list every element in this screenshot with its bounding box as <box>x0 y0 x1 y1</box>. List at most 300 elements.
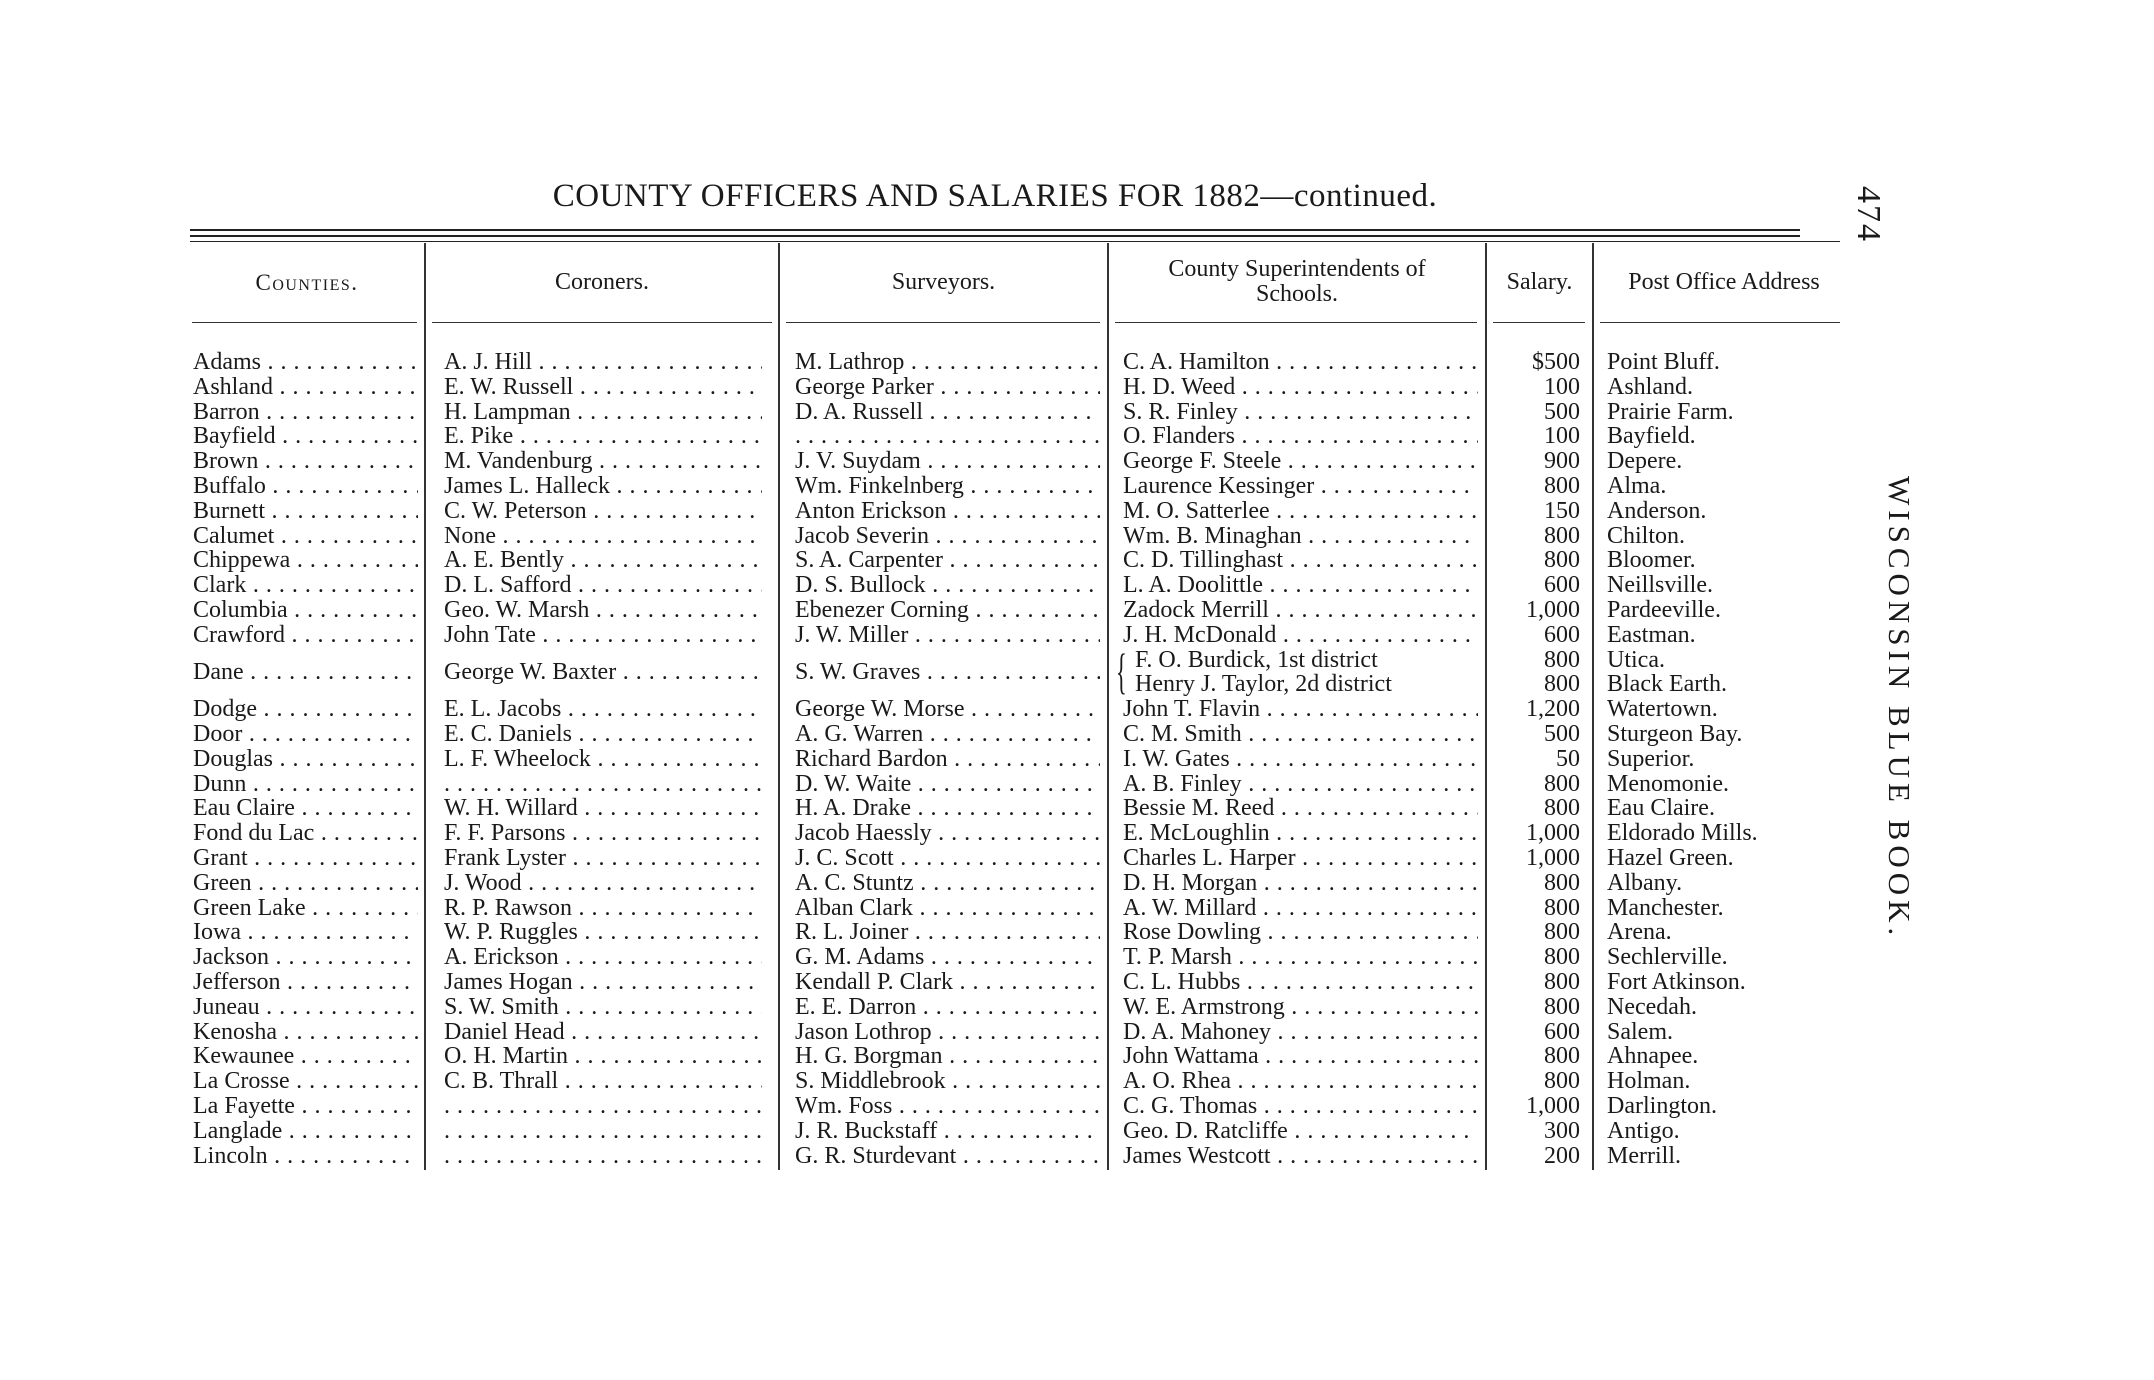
salary-cell-text: 800 <box>1544 994 1580 1020</box>
salary-cell <box>1490 1119 1580 1144</box>
superintendent-cell-text: Rose Dowling <box>1123 920 1261 946</box>
superintendent-cell-text: Wm. B. Minaghan <box>1123 523 1302 549</box>
surveyor-cell-text: J. W. Miller <box>795 622 909 648</box>
superintendent-cell <box>1123 623 1478 648</box>
surveyor-cell-text: George W. Morse <box>795 697 965 722</box>
post-office-cell-text: Menomonie. <box>1607 771 1729 797</box>
superintendent-cell-text: E. McLoughlin <box>1123 821 1270 846</box>
county-cell <box>193 920 418 945</box>
county-cell-text: Kewaunee <box>193 1044 295 1070</box>
superintendent-cell <box>1123 573 1478 598</box>
table-row <box>0 796 2154 821</box>
post-office-cell-text: Superior. <box>1607 746 1695 772</box>
salary-cell-text: 1,000 <box>1526 1094 1580 1119</box>
coroner-cell <box>444 722 762 747</box>
table-row <box>0 449 2154 474</box>
surveyor-cell <box>795 772 1100 797</box>
surveyor-cell <box>795 623 1100 648</box>
salary-cell <box>1490 920 1580 945</box>
coroner-cell <box>444 623 762 648</box>
superintendent-cell <box>1123 598 1478 623</box>
salary-cell <box>1490 1144 1580 1169</box>
salary-cell-text: 800 <box>1544 920 1580 946</box>
surveyor-cell-text: Wm. Finkelnberg <box>795 474 964 499</box>
surveyor-cell <box>795 1044 1100 1069</box>
salary-cell-text: 600 <box>1544 622 1580 648</box>
county-cell <box>193 846 418 871</box>
header-underline <box>1600 322 1840 323</box>
coroner-cell-text: A. E. Bently <box>444 548 564 574</box>
coroner-cell <box>444 747 762 772</box>
coroner-cell-text: F. F. Parsons <box>444 821 566 846</box>
salary-cell <box>1490 1044 1580 1069</box>
salary-cell-text: 300 <box>1544 1118 1580 1144</box>
county-cell <box>193 449 418 474</box>
superintendent-cell <box>1123 772 1478 797</box>
post-office-cell-text: Depere. <box>1607 449 1683 474</box>
county-cell-text: Green Lake <box>193 895 306 921</box>
surveyor-cell <box>795 499 1100 524</box>
superintendent-cell <box>1123 449 1478 474</box>
post-office-cell-text: Sechlerville. <box>1607 945 1728 970</box>
post-office-cell <box>1607 1044 1867 1069</box>
post-office-cell <box>1607 920 1867 945</box>
post-office-cell-text: Necedah. <box>1607 994 1697 1020</box>
table-row <box>0 970 2154 995</box>
coroner-cell <box>444 896 762 921</box>
coroner-cell-text: E. Pike <box>444 424 514 450</box>
surveyor-cell <box>795 747 1100 772</box>
county-cell-text: Columbia <box>193 598 288 623</box>
salary-cell-text: 50 <box>1556 746 1580 772</box>
superintendent-cell <box>1123 945 1478 970</box>
table-row <box>0 573 2154 598</box>
salary-cell <box>1490 846 1580 871</box>
header-salary: Salary. <box>1506 268 1573 295</box>
surveyor-cell <box>795 821 1100 846</box>
header-superintendents: County Superintendents of Schools. <box>1168 256 1426 307</box>
coroner-cell <box>444 920 762 945</box>
salary-cell <box>1490 648 1580 673</box>
salary-cell <box>1490 400 1580 425</box>
salary-cell <box>1490 672 1580 697</box>
surveyor-cell-text: Anton Erickson <box>795 498 947 524</box>
post-office-cell <box>1607 548 1867 573</box>
coroner-cell-text: E. C. Daniels <box>444 722 572 747</box>
superintendent-cell <box>1123 970 1478 995</box>
county-cell <box>193 1044 418 1069</box>
superintendent-cell-text: Henry J. Taylor, 2d district <box>1135 672 1392 698</box>
post-office-cell <box>1607 846 1867 871</box>
post-office-cell <box>1607 350 1867 375</box>
county-cell <box>193 871 418 896</box>
county-cell <box>193 747 418 772</box>
coroner-cell-text: E. W. Russell <box>444 374 574 400</box>
header-coroners: Coroners. <box>555 268 649 295</box>
salary-cell-text: 200 <box>1544 1143 1580 1169</box>
county-cell <box>193 821 418 846</box>
county-cell <box>193 424 418 449</box>
table-row <box>0 1020 2154 1045</box>
surveyor-cell <box>795 896 1100 921</box>
salary-cell-text: 800 <box>1544 970 1580 995</box>
header-counties: Counties. <box>255 269 359 295</box>
surveyor-cell-text: G. R. Sturdevant <box>795 1143 957 1169</box>
table-row <box>0 995 2154 1020</box>
county-cell-text: Burnett <box>193 498 265 524</box>
superintendent-cell <box>1123 846 1478 871</box>
coroner-cell-text: H. Lampman <box>444 399 571 425</box>
county-cell-text: Langlade <box>193 1118 283 1144</box>
surveyor-cell <box>795 920 1100 945</box>
coroner-cell-text: E. L. Jacobs <box>444 697 562 722</box>
coroner-cell-text: A. Erickson <box>444 945 559 970</box>
county-cell-text: Buffalo <box>193 474 266 499</box>
surveyor-cell-text: Ebenezer Corning <box>795 598 969 623</box>
post-office-cell <box>1607 1069 1867 1094</box>
salary-cell <box>1490 623 1580 648</box>
surveyor-cell <box>795 573 1100 598</box>
surveyor-cell-text: J. R. Buckstaff <box>795 1118 938 1144</box>
county-cell <box>193 772 418 797</box>
salary-cell-text: 800 <box>1544 1044 1580 1070</box>
salary-cell <box>1490 375 1580 400</box>
superintendent-cell-text: C. G. Thomas <box>1123 1094 1258 1119</box>
surveyor-cell-text: A. C. Stuntz <box>795 870 914 896</box>
county-cell-text: Dunn <box>193 771 247 797</box>
superintendent-cell-text: C. D. Tillinghast <box>1123 548 1284 574</box>
coroner-cell <box>444 796 762 821</box>
post-office-cell <box>1607 648 1867 673</box>
county-cell-text: La Crosse <box>193 1069 290 1094</box>
county-cell <box>193 1020 418 1045</box>
county-cell-text: Calumet <box>193 523 275 549</box>
post-office-cell-text: Neillsville. <box>1607 573 1713 598</box>
surveyor-cell <box>795 871 1100 896</box>
superintendent-cell <box>1123 350 1478 375</box>
superintendent-cell-text: S. R. Finley <box>1123 399 1238 425</box>
salary-cell-text: 1,000 <box>1526 846 1580 871</box>
superintendent-cell-text: I. W. Gates <box>1123 746 1230 772</box>
post-office-cell <box>1607 995 1867 1020</box>
superintendent-cell <box>1135 648 1480 673</box>
superintendent-cell-text: M. O. Satterlee <box>1123 498 1270 524</box>
coroner-cell <box>444 1094 762 1119</box>
post-office-cell-text: Antigo. <box>1607 1118 1680 1144</box>
table-row <box>0 697 2154 722</box>
superintendent-cell <box>1123 1044 1478 1069</box>
post-office-cell-text: Albany. <box>1607 870 1683 896</box>
coroner-cell <box>444 995 762 1020</box>
coroner-cell <box>444 697 762 722</box>
surveyor-cell <box>795 524 1100 549</box>
post-office-cell-text: Hazel Green. <box>1607 846 1734 871</box>
salary-cell-text: 800 <box>1544 548 1580 574</box>
table-row <box>0 722 2154 747</box>
surveyor-cell-text: S. A. Carpenter <box>795 548 943 574</box>
surveyor-cell <box>795 350 1100 375</box>
superintendent-cell-text: Bessie M. Reed <box>1123 796 1275 822</box>
header-underline <box>786 322 1100 323</box>
coroner-cell-text: A. J. Hill <box>444 350 533 375</box>
surveyor-cell-text: M. Lathrop <box>795 350 905 375</box>
coroner-cell-text: R. P. Rawson <box>444 895 573 921</box>
table-row <box>0 945 2154 970</box>
header-underline <box>1115 322 1477 323</box>
superintendent-cell <box>1123 1119 1478 1144</box>
coroner-cell-text: O. H. Martin <box>444 1044 568 1070</box>
salary-cell <box>1490 499 1580 524</box>
surveyor-cell <box>795 474 1100 499</box>
post-office-cell <box>1607 400 1867 425</box>
post-office-cell-text: Eldorado Mills. <box>1607 821 1758 846</box>
county-cell <box>193 623 418 648</box>
salary-cell-text: 600 <box>1544 1019 1580 1045</box>
coroner-cell-text: None <box>444 523 496 549</box>
superintendent-cell <box>1123 747 1478 772</box>
post-office-cell <box>1607 1020 1867 1045</box>
post-office-cell <box>1607 697 1867 722</box>
superintendent-cell-text: F. O. Burdick, 1st district <box>1135 647 1378 673</box>
post-office-cell <box>1607 449 1867 474</box>
county-cell <box>193 945 418 970</box>
county-cell-text: Dodge <box>193 697 257 722</box>
county-cell-text: Brown <box>193 449 259 474</box>
post-office-cell-text: Pardeeville. <box>1607 598 1721 623</box>
coroner-cell-text: D. L. Safford <box>444 573 572 598</box>
post-office-cell-text: Eau Claire. <box>1607 796 1715 822</box>
county-cell <box>193 1069 418 1094</box>
superintendent-cell-text: Zadock Merrill <box>1123 598 1269 623</box>
post-office-cell <box>1607 945 1867 970</box>
coroner-cell <box>444 474 762 499</box>
coroner-cell <box>444 598 762 623</box>
table-row <box>0 623 2154 648</box>
superintendent-cell <box>1123 796 1478 821</box>
surveyor-cell <box>795 1119 1100 1144</box>
county-cell <box>193 1094 418 1119</box>
surveyor-cell-text: S. Middlebrook <box>795 1069 946 1094</box>
salary-cell-text: 800 <box>1544 474 1580 499</box>
salary-cell-text: 800 <box>1544 1069 1580 1094</box>
superintendent-cell-text: John T. Flavin <box>1123 697 1261 722</box>
surveyor-cell <box>795 796 1100 821</box>
post-office-cell-text: Black Earth. <box>1607 672 1727 698</box>
superintendent-cell <box>1123 424 1478 449</box>
surveyor-cell <box>795 424 1100 449</box>
coroner-cell-text: Frank Lyster <box>444 846 566 871</box>
surveyor-cell-text: Jacob Severin <box>795 523 929 549</box>
salary-cell <box>1490 796 1580 821</box>
post-office-cell <box>1607 747 1867 772</box>
salary-cell-text: 800 <box>1544 771 1580 797</box>
superintendent-cell-text: T. P. Marsh <box>1123 945 1232 970</box>
surveyor-cell-text: R. L. Joiner <box>795 920 909 946</box>
post-office-cell <box>1607 722 1867 747</box>
post-office-cell-text: Darlington. <box>1607 1094 1717 1119</box>
running-title: WISCONSIN BLUE BOOK. <box>1882 476 1917 941</box>
surveyor-cell <box>795 995 1100 1020</box>
coroner-cell <box>444 1069 762 1094</box>
county-cell-text: Barron <box>193 399 260 425</box>
county-cell-text: Chippewa <box>193 548 291 574</box>
coroner-cell <box>444 424 762 449</box>
post-office-cell-text: Point Bluff. <box>1607 350 1720 375</box>
post-office-cell <box>1607 499 1867 524</box>
superintendent-cell-text: H. D. Weed <box>1123 374 1236 400</box>
superintendent-cell <box>1123 548 1478 573</box>
county-cell <box>193 548 418 573</box>
post-office-cell <box>1607 623 1867 648</box>
brace-symbol: { <box>1116 642 1127 699</box>
coroner-cell-text: John Tate <box>444 622 536 648</box>
post-office-cell-text: Watertown. <box>1607 697 1718 722</box>
county-cell-text: Douglas <box>193 746 273 772</box>
salary-cell-text: 1,000 <box>1526 598 1580 623</box>
table-row <box>0 871 2154 896</box>
county-cell-text: Dane <box>193 659 244 685</box>
superintendent-cell <box>1123 995 1478 1020</box>
header-underline <box>192 322 417 323</box>
post-office-cell <box>1607 896 1867 921</box>
surveyor-cell <box>795 598 1100 623</box>
superintendent-cell <box>1135 672 1480 697</box>
county-cell-text: Crawford <box>193 622 285 648</box>
superintendent-cell <box>1123 1094 1478 1119</box>
surveyor-cell <box>795 1069 1100 1094</box>
surveyor-cell-text: E. E. Darron <box>795 994 917 1020</box>
superintendent-cell-text: J. H. McDonald <box>1123 622 1277 648</box>
post-office-cell-text: Sturgeon Bay. <box>1607 722 1743 747</box>
surveyor-cell-text: S. W. Graves <box>795 659 921 685</box>
post-office-cell-text: Holman. <box>1607 1069 1691 1094</box>
header-surveyors: Surveyors. <box>891 268 996 295</box>
salary-cell-text: 100 <box>1544 374 1580 400</box>
post-office-cell-text: Bayfield. <box>1607 424 1696 450</box>
superintendent-cell-text: C. M. Smith <box>1123 722 1242 747</box>
title-rule-bottom <box>190 241 1840 242</box>
salary-cell-text: 900 <box>1544 449 1580 474</box>
post-office-cell-text: Salem. <box>1607 1019 1673 1045</box>
superintendent-cell <box>1123 1144 1478 1169</box>
title-rule-middle <box>190 235 1800 237</box>
county-cell-text: Clark <box>193 573 247 598</box>
salary-cell-text: 100 <box>1544 424 1580 450</box>
county-cell <box>193 573 418 598</box>
coroner-cell-text: James Hogan <box>444 970 573 995</box>
post-office-cell-text: Ashland. <box>1607 374 1693 400</box>
table-row <box>0 1119 2154 1144</box>
county-cell-text: Jefferson <box>193 970 281 995</box>
table-row <box>0 1069 2154 1094</box>
salary-cell <box>1490 573 1580 598</box>
table-row <box>0 350 2154 375</box>
surveyor-cell-text: A. G. Warren <box>795 722 924 747</box>
salary-cell <box>1490 772 1580 797</box>
table-row <box>0 499 2154 524</box>
surveyor-cell <box>795 1020 1100 1045</box>
salary-cell <box>1490 1094 1580 1119</box>
coroner-cell <box>444 846 762 871</box>
county-cell <box>193 375 418 400</box>
coroner-cell <box>444 524 762 549</box>
surveyor-cell-text: H. A. Drake <box>795 796 911 822</box>
table-row <box>0 474 2154 499</box>
county-cell <box>193 796 418 821</box>
surveyor-cell-text: D. W. Waite <box>795 771 912 797</box>
salary-cell <box>1490 474 1580 499</box>
salary-cell <box>1490 970 1580 995</box>
post-office-cell-text: Eastman. <box>1607 622 1696 648</box>
surveyor-cell-text: J. C. Scott <box>795 846 894 871</box>
table-row <box>0 821 2154 846</box>
salary-cell-text: 800 <box>1544 672 1580 698</box>
superintendent-cell-text: Geo. D. Ratcliffe <box>1123 1118 1288 1144</box>
superintendent-cell <box>1123 375 1478 400</box>
salary-cell-text: $500 <box>1532 350 1580 375</box>
superintendent-cell-text: Charles L. Harper <box>1123 846 1296 871</box>
surveyor-cell-text: Wm. Foss <box>795 1094 893 1119</box>
post-office-cell <box>1607 1119 1867 1144</box>
coroner-cell <box>444 548 762 573</box>
surveyor-cell <box>795 1144 1100 1169</box>
surveyor-cell <box>795 449 1100 474</box>
header-underline <box>432 322 772 323</box>
salary-cell <box>1490 697 1580 722</box>
post-office-cell-text: Arena. <box>1607 920 1672 946</box>
salary-cell-text: 500 <box>1544 722 1580 747</box>
surveyor-cell <box>795 846 1100 871</box>
surveyor-cell <box>795 722 1100 747</box>
superintendent-cell <box>1123 722 1478 747</box>
table-row <box>0 524 2154 549</box>
salary-cell-text: 800 <box>1544 796 1580 822</box>
header-post-office: Post Office Address <box>1628 268 1820 295</box>
coroner-cell <box>444 970 762 995</box>
surveyor-cell <box>795 970 1100 995</box>
county-cell <box>193 697 418 722</box>
salary-cell-text: 1,000 <box>1526 821 1580 846</box>
coroner-cell <box>444 821 762 846</box>
coroner-cell-text: James L. Halleck <box>444 474 610 499</box>
superintendent-cell <box>1123 400 1478 425</box>
county-cell-text: Juneau <box>193 994 260 1020</box>
county-cell <box>193 1119 418 1144</box>
surveyor-cell <box>795 375 1100 400</box>
county-cell-text: Lincoln <box>193 1143 268 1169</box>
table-row <box>0 424 2154 449</box>
post-office-cell <box>1607 598 1867 623</box>
surveyor-cell-text: Richard Bardon <box>795 746 948 772</box>
post-office-cell <box>1607 772 1867 797</box>
table-row <box>0 375 2154 400</box>
salary-cell <box>1490 821 1580 846</box>
coroner-cell <box>444 1020 762 1045</box>
superintendent-cell-text: George F. Steele <box>1123 449 1282 474</box>
county-cell-text: Green <box>193 870 252 896</box>
superintendent-cell-text: W. E. Armstrong <box>1123 994 1285 1020</box>
superintendent-cell <box>1123 871 1478 896</box>
salary-cell <box>1490 350 1580 375</box>
surveyor-cell-text: H. G. Borgman <box>795 1044 943 1070</box>
post-office-cell <box>1607 1144 1867 1169</box>
salary-cell <box>1490 871 1580 896</box>
post-office-cell-text: Chilton. <box>1607 523 1686 549</box>
county-cell-text: Fond du Lac <box>193 821 315 846</box>
salary-cell-text: 150 <box>1544 498 1580 524</box>
coroner-cell <box>444 449 762 474</box>
post-office-cell <box>1607 970 1867 995</box>
